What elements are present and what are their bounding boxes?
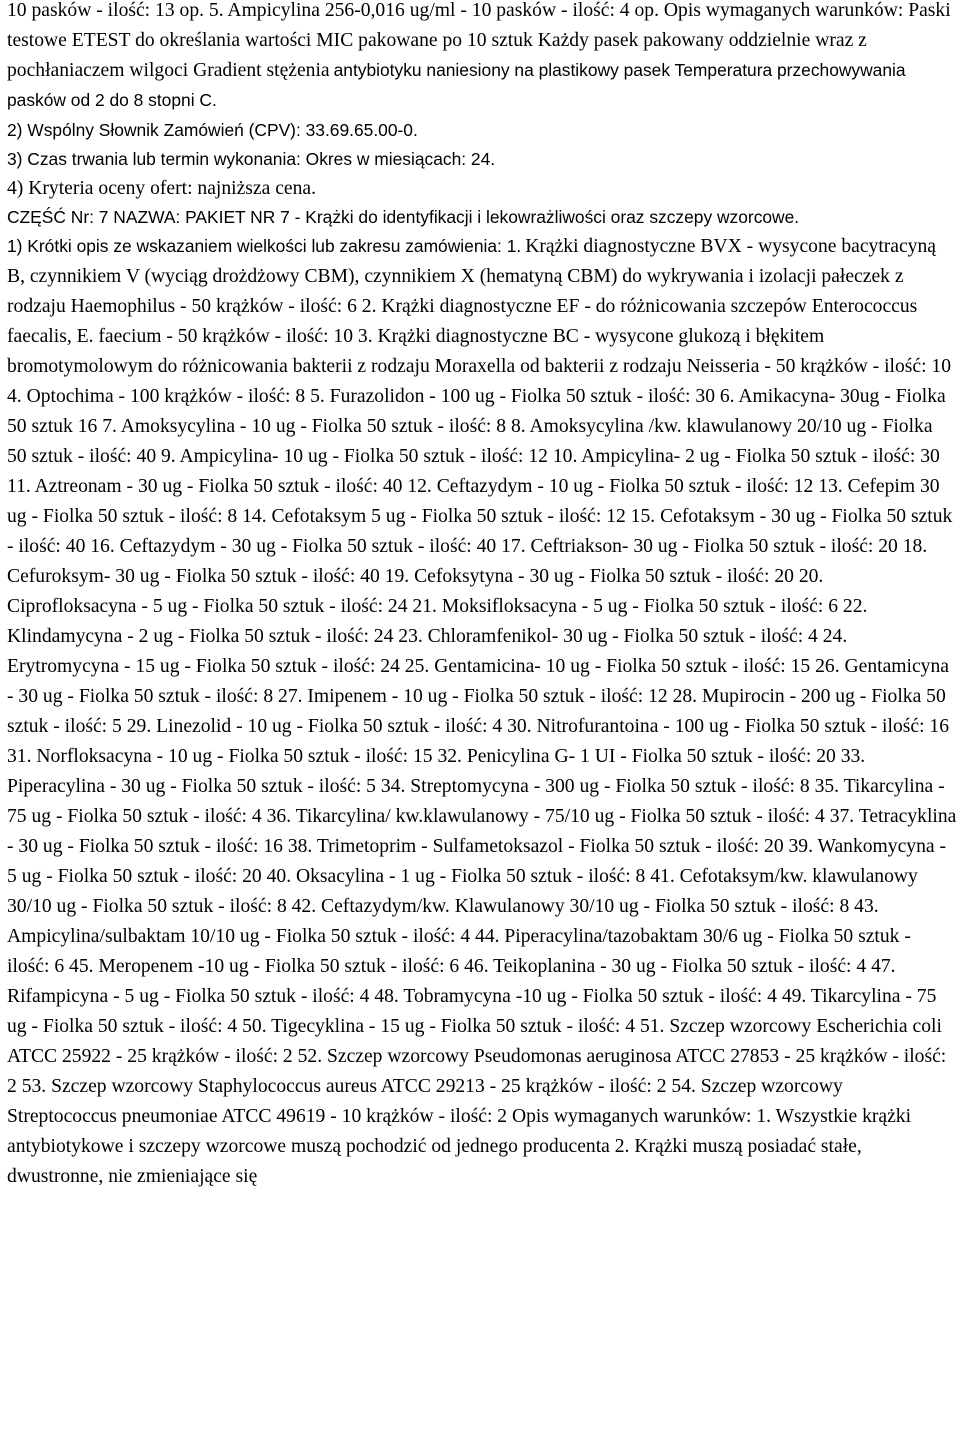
duration-line: 3) Czas trwania lub termin wykonania: Okres w miesiącach: 24. [7, 149, 496, 169]
etest-storage-text: antybiotyku naniesiony na plastikowy pasek Temperatura przechowywania pasków od 2 do 8 stopni C. [7, 60, 906, 110]
cpv-code-line: 2) Wspólny Słownik Zamówień (CPV): 33.69.65.00-0. [7, 120, 418, 140]
order-description-label: 1) Krótki opis ze wskazaniem wielkości lub zakresu zamówienia: 1. [7, 236, 522, 256]
part-7-heading: CZĘŚĆ Nr: 7 NAZWA: PAKIET NR 7 - Krążki do identyfikacji i lekowrażliwości oraz szczepy wzorcowe. [7, 207, 800, 227]
etest-requirements-text: 10 pasków - ilość: 13 op. 5. Ampicylina 256-0,016 ug/ml - 10 pasków - ilość: 4 op. Opis wymaganych warunków: Paski testowe ETEST do określania wartości MIC pakowane po 10 sztuk Każdy pasek pakowany oddzielnie wraz z pochłaniaczem wilgoci Gradient stężenia [7, 0, 951, 81]
paragraph-order-description [7, 232, 957, 1192]
order-items-text: Krążki diagnostyczne BVX - wysycone bacytracyną B, czynnikiem V (wyciąg drożdżowy CBM), czynnikiem X (hematyną CBM) do wykrywania i izolacji pałeczek z rodzaju Haemophilus - 50 krążków - ilość: 6 2. Krążki diagnostyczne EF - do różnicowania szczepów Enterococcus faecalis, E. faecium - 50 krążków - ilość: 10 3. Krążki diagnostyczne BC - wysycone glukozą i błękitem bromotymolowym do różnicowania bakterii z rodzaju Moraxella od bakterii z rodzaju Neisseria - 50 krążków - ilość: 10 4. Optochima - 100 krążków - ilość: 8 5. Furazolidon - 100 ug - Fiolka 50 sztuk - ilość: 30 6. Amikacyna- 30ug - Fiolka 50 sztuk 16 7. Amoksycylina - 10 ug - Fiolka 50 sztuk - ilość: 8 8. Amoksycylina /kw. klawulanowy 20/10 ug - Fiolka 50 sztuk - ilość: 40 9. Ampicylina- 10 ug - Fiolka 50 sztuk - ilość: 12 10. Ampicylina- 2 ug - Fiolka 50 sztuk - ilość: 30 11. Aztreonam - 30 ug - Fiolka 50 sztuk - ilość: 40 12. Ceftazydym - 10 ug - Fiolka 50 sztuk - ilość: 12 13. Cefepim 30 ug - Fiolka 50 sztuk - ilość: 8 14. Cefotaksym 5 ug - Fiolka 50 sztuk - ilość: 12 15. Cefotaksym - 30 ug - Fiolka 50 sztuk - ilość: 40 16. Ceftazydym - 30 ug - Fiolka 50 sztuk - ilość: 40 17. Ceftriakson- 30 ug - Fiolka 50 sztuk - ilość: 20 18. Cefuroksym- 30 ug - Fiolka 50 sztuk - ilość: 40 19. Cefoksytyna - 30 ug - Fiolka 50 sztuk - ilość: 20 20. Ciprofloksacyna - 5 ug - Fiolka 50 sztuk - ilość: 24 21. Moksifloksacyna - 5 ug - Fiolka 50 sztuk - ilość: 6 22. Klindamycyna - 2 ug - Fiolka 50 sztuk - ilość: 24 23. Chloramfenikol- 30 ug - Fiolka 50 sztuk - ilość: 4 24. Erytromycyna - 15 ug - Fiolka 50 sztuk - ilość: 24 25. Gentamicina- 10 ug - Fiolka 50 sztuk - ilość: 15 26. Gentamicyna - 30 ug - Fiolka 50 sztuk - ilość: 8 27. Imipenem - 10 ug - Fiolka 50 sztuk - ilość: 12 28. Mupirocin - 200 ug - Fiolka 50 sztuk - ilość: 5 29. Linezolid - 10 ug - Fiolka 50 sztuk - ilość: 4 30. Nitrofurantoina - 100 ug - Fiolka 50 sztuk - ilość: 16 31. Norfloksacyna - 10 ug - Fiolka 50 sztuk - ilość: 15 32. Penicylina G- 1 UI - Fiolka 50 sztuk - ilość: 20 33. Piperacylina - 30 ug - Fiolka 50 sztuk - ilość: 5 34. Streptomycyna - 300 ug - Fiolka 50 sztuk - ilość: 8 35. Tikarcylina - 75 ug - Fiolka 50 sztuk - ilość: 4 36. Tikarcylina/ kw.klawulanowy - 75/10 ug - Fiolka 50 sztuk - ilość: 4 37. Tetracyklina - 30 ug - Fiolka 50 sztuk - ilość: 16 38. Trimetoprim - Sulfametoksazol - Fiolka 50 sztuk - ilość: 20 39. Wankomycyna - 5 ug - Fiolka 50 sztuk - ilość: 20 40. Oksacylina - 1 ug - Fiolka 50 sztuk - ilość: 8 41. Cefotaksym/kw. klawulanowy 30/10 ug - Fiolka 50 sztuk - ilość: 8 42. Ceftazydym/kw. Klawulanowy 30/10 ug - Fiolka 50 sztuk - ilość: 8 43. Ampicylina/sulbaktam 10/10 ug - Fiolka 50 sztuk - ilość: 4 44. Piperacylina/tazobaktam 30/6 ug - Fiolka 50 sztuk - ilość: 6 45. Meropenem -10 ug - Fiolka 50 sztuk - ilość: 6 46. Teikoplanina - 30 ug - Fiolka 50 sztuk - ilość: 4 47. Rifampicyna - 5 ug - Fiolka 50 sztuk - ilość: 4 48. Tobramycyna -10 ug - Fiolka 50 sztuk - ilość: 4 49. Tikarcylina - 75 ug - Fiolka 50 sztuk - ilość: 4 50. Tigecyklina - 15 ug - Fiolka 50 sztuk - ilość: 4 51. Szczep wzorcowy Escherichia coli ATCC 25922 - 25 krążków - ilość: 2 52. Szczep wzorcowy Pseudomonas aeruginosa ATCC 27853 - 25 krążków - ilość: 2 53. Szczep wzorcowy Staphylococcus aureus ATCC 29213 - 25 krążków - ilość: 2 54. Szczep wzorcowy Streptococcus pneumoniae ATCC 49619 - 10 krążków - ilość: 2 Opis wymaganych warunków: 1. Wszystkie krążki antybiotykowe i szczepy wzorcowe muszą pochodzić od jednego producenta 2. Krążki muszą posiadać stałe, dwustronne, nie zmieniające się [7, 236, 957, 1187]
evaluation-criteria-line: 4) Kryteria oceny ofert: najniższa cena. [7, 178, 316, 199]
paragraph-etest-requirements [7, 0, 957, 116]
document-page [7, 0, 957, 1192]
